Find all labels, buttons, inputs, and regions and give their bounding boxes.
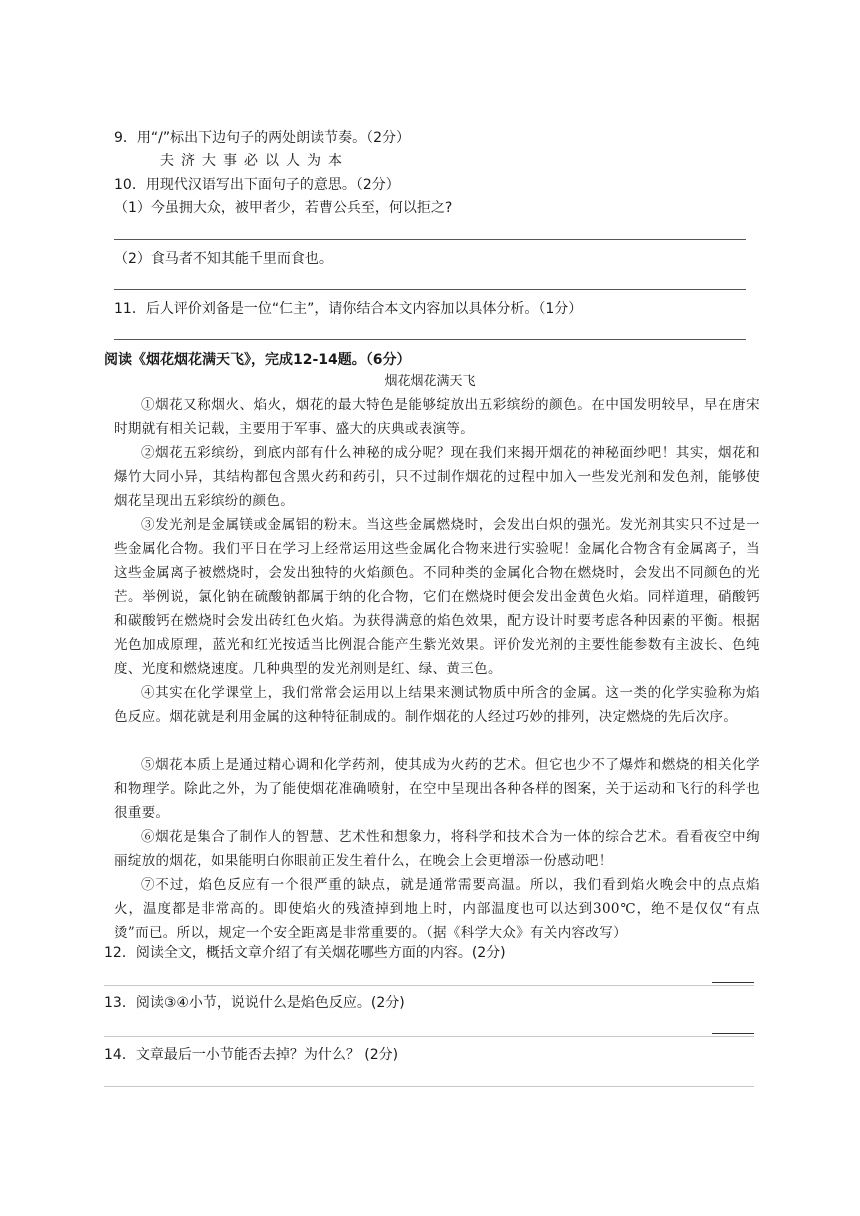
- article-paragraph-5: ⑤烟花本质上是通过精心调和化学药剂，使其成为火药的艺术。但它也少不了爆炸和燃烧的相关化学和物理学。除此之外，为了能使烟花准确喷射，在空中呈现出各种各样的图案，关于运动和飞行的科学也很重要。: [114, 757, 760, 821]
- question-14: 14．文章最后一小节能否去掉？为什么？ (2分): [104, 1047, 399, 1063]
- question-9: 9．用“/”标出下边句子的两处朗读节奏。（2分）: [114, 130, 411, 146]
- article-title: 烟花烟花满天飞: [384, 374, 476, 389]
- question-11: 11．后人评价刘备是一位“仁主”，请你结合本文内容加以具体分析。（1分）: [114, 301, 583, 317]
- article-paragraph-1: ①烟花又称烟火、焰火，烟花的最大特色是能够绽放出五彩缤纷的颜色。在中国发明较早，早在唐宋时期就有相关记载，主要用于军事、盛大的庆典或表演等。: [114, 397, 760, 437]
- answer-line-10-1[interactable]: [114, 239, 746, 240]
- question-9-sentence: 夫济大事必以人为本: [160, 153, 349, 169]
- article-paragraph-6: ⑥烟花是集合了制作人的智慧、艺术性和想象力，将科学和技术合为一体的综合艺术。看看夜空中绚丽绽放的烟花，如果能明白你眼前正发生着什么，在晚会上会更增添一份感动吧！: [114, 829, 760, 869]
- answer-line-11[interactable]: [114, 339, 746, 340]
- reading-heading: 阅读《烟花烟花满天飞》，完成12-14题。（6分）: [104, 352, 411, 368]
- answer-line-10-2[interactable]: [114, 289, 746, 290]
- article-paragraph-4: ④其实在化学课堂上，我们常常会运用以上结果来测试物质中所含的金属。这一类的化学实验称为焰色反应。烟花就是利用金属的这种特征制成的。制作烟花的人经过巧妙的排列，决定燃烧的先后次序。: [114, 685, 760, 725]
- article-paragraph-3: ③发光剂是金属镁或金属铝的粉末。当这些金属燃烧时，会发出白炽的强光。发光剂其实只不过是一些金属化合物。我们平日在学习上经常运用这些金属化合物来进行实验呢！金属化合物含有金属离子，当这些金属离子被燃烧时，会发出独特的火焰颜色。不同种类的金属化合物在燃烧时，会发出不同颜色的光芒。举例说，氯化钠在硫酸钠都属于纳的化合物，它们在燃烧时便会发出金黄色火焰。同样道理，硝酸钙和碳酸钙在燃烧时会发出砖红色火焰。为获得满意的焰色效果，配方设计时要考虑各种因素的平衡。根据光色加成原理，蓝光和红光按适当比例混合能产生紫光效果。评价发光剂的主要性能参数有主波长、色纯度、光度和燃烧速度。几种典型的发光剂则是红、绿、黄三色。: [114, 517, 760, 677]
- answer-line-12[interactable]: [104, 985, 754, 986]
- question-13: 13．阅读③④小节，说说什么是焰色反应。(2分): [104, 995, 405, 1011]
- answer-line-12-end: [712, 982, 754, 983]
- question-12: 12．阅读全文，概括文章介绍了有关烟花哪些方面的内容。(2分): [104, 945, 506, 961]
- answer-line-13-end: [712, 1033, 754, 1034]
- question-10-sub2: （2）食马者不知其能千里而食也。: [114, 251, 333, 267]
- answer-line-13[interactable]: [104, 1036, 754, 1037]
- article-paragraph-7: ⑦不过，焰色反应有一个很严重的缺点，就是通常需要高温。所以，我们看到焰火晚会中的点点焰火，温度都是非常高的。即使焰火的残渣掉到地上时，内部温度也可以达到300℃，绝不是仅仅“有点烫”而已。所以，规定一个安全距离是非常重要的。（据《科学大众》有关内容改写）: [114, 877, 760, 941]
- article-paragraph-2: ②烟花五彩缤纷，到底内部有什么神秘的成分呢？现在我们来揭开烟花的神秘面纱吧！其实，烟花和爆竹大同小异，其结构都包含黑火药和药引，只不过制作烟花的过程中加入一些发光剂和发色剂，能够使烟花呈现出五彩缤纷的颜色。: [114, 445, 760, 509]
- question-10: 10．用现代汉语写出下面句子的意思。（2分）: [114, 177, 400, 193]
- question-10-sub1: （1）今虽拥大众，被甲者少，若曹公兵至，何以拒之?: [114, 200, 453, 216]
- answer-line-14[interactable]: [104, 1086, 754, 1087]
